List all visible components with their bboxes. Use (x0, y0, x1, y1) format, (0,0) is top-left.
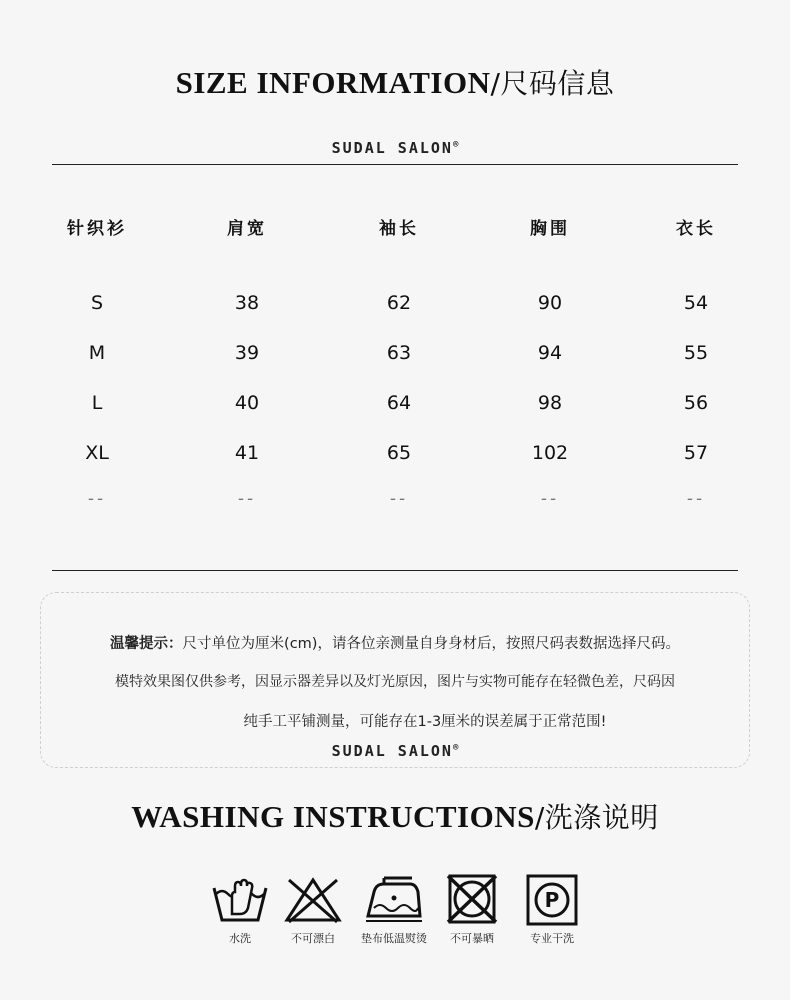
table-row (0, 484, 790, 514)
notice-line-2: 模特效果图仅供参考，因显示器差异以及灯光原因，图片与实物可能存在轻微色差，尺码因 (115, 674, 675, 690)
table-cell: XL (85, 442, 109, 464)
wash-label: 不可漂白 (291, 932, 335, 945)
notice-line-1: 温馨提示：尺寸单位为厘米(cm)，请各位亲测量自身身材后，按照尺码表数据选择尺码。 (110, 636, 680, 652)
table-cell: 65 (386, 442, 412, 464)
wash-label: 水洗 (229, 932, 251, 945)
no-tumble-dry-icon (442, 874, 502, 926)
table-cell: 62 (386, 292, 412, 314)
divider-top (52, 164, 738, 165)
table-cell: L (91, 392, 103, 414)
table-cell: 54 (683, 292, 709, 314)
notice-line-3: 纯手工平铺测量，可能存在1-3厘米的误差属于正常范围! (243, 714, 607, 730)
size-table-header (0, 214, 790, 244)
table-cell: -- (540, 489, 560, 509)
divider-bottom (52, 570, 738, 571)
table-cell: S (90, 292, 104, 314)
table-cell: 55 (683, 342, 709, 364)
header-cell: 肩宽 (227, 219, 267, 239)
header-cell: 胸围 (530, 219, 570, 239)
table-row (0, 388, 790, 418)
washing-title: WASHING INSTRUCTIONS/洗涤说明 (131, 799, 659, 834)
table-cell: 102 (531, 442, 569, 464)
table-cell: 40 (234, 392, 260, 414)
table-cell: 39 (234, 342, 260, 364)
svg-text:P: P (544, 888, 560, 912)
table-cell: -- (87, 489, 107, 509)
table-cell: 41 (234, 442, 260, 464)
wash-label: 专业干洗 (530, 932, 574, 945)
brand-logo-top: SUDAL SALON® (331, 139, 459, 157)
table-cell: -- (237, 489, 257, 509)
table-cell: M (88, 342, 106, 364)
size-info-title: SIZE INFORMATION/尺码信息 (175, 65, 615, 100)
no-bleach-icon (283, 874, 343, 926)
table-cell: 98 (537, 392, 563, 414)
table-cell: 90 (537, 292, 563, 314)
low-iron-icon (364, 874, 424, 926)
table-cell: 57 (683, 442, 709, 464)
table-cell: 63 (386, 342, 412, 364)
table-cell: 94 (537, 342, 563, 364)
brand-logo-notice: SUDAL SALON® (331, 742, 459, 760)
table-cell: 38 (234, 292, 260, 314)
table-cell: -- (389, 489, 409, 509)
header-cell: 衣长 (676, 219, 716, 239)
table-row (0, 438, 790, 468)
hand-wash-icon (210, 874, 270, 926)
table-row (0, 338, 790, 368)
wash-label: 垫布低温熨烫 (361, 932, 427, 945)
table-cell: -- (686, 489, 706, 509)
dry-clean-icon (522, 874, 582, 926)
table-cell: 64 (386, 392, 412, 414)
table-row (0, 288, 790, 318)
table-cell: 56 (683, 392, 709, 414)
header-cell: 针织衫 (67, 219, 127, 239)
wash-label: 不可暴晒 (450, 932, 494, 945)
header-cell: 袖长 (379, 219, 419, 239)
